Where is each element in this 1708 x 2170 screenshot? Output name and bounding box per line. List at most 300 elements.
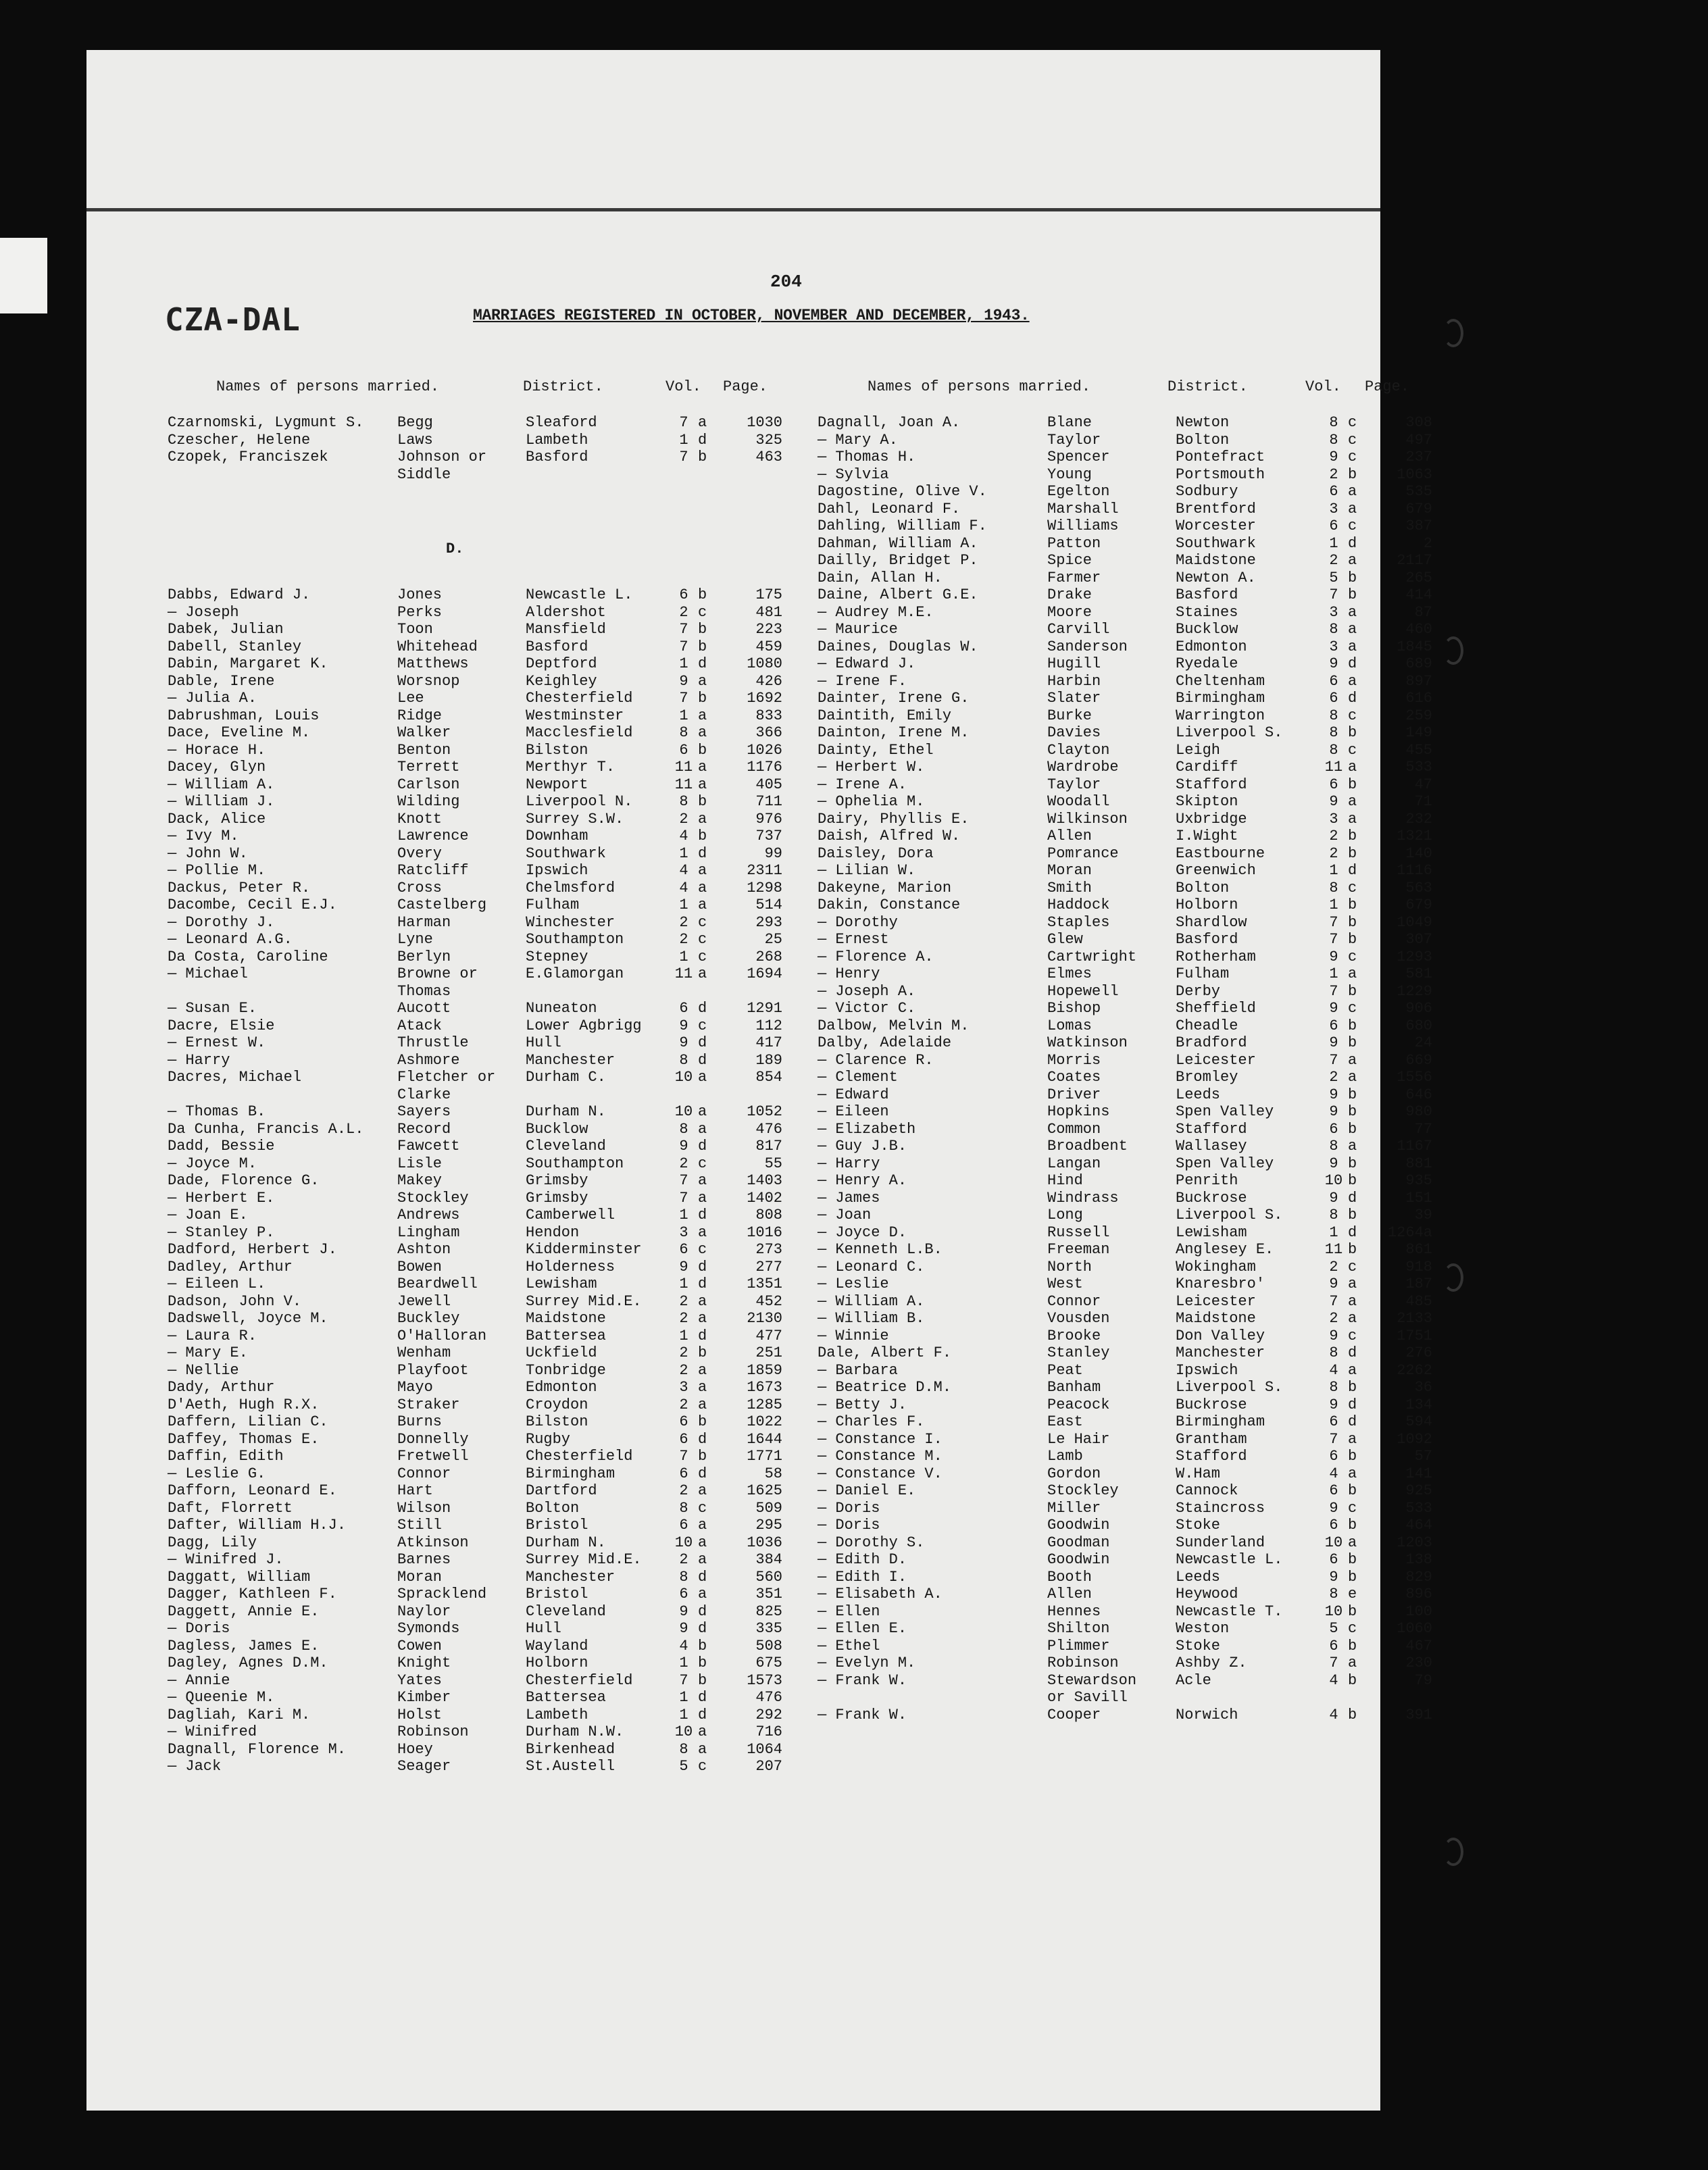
volume-number: 11 bbox=[674, 776, 693, 793]
spouse-surname: Lyne bbox=[397, 931, 433, 948]
volume-letter: a bbox=[1348, 810, 1357, 828]
district: Brentford bbox=[1176, 500, 1256, 518]
district: Spen Valley bbox=[1176, 1103, 1274, 1120]
page-ref: 646 bbox=[1405, 1086, 1432, 1103]
volume-number: 6 bbox=[1329, 518, 1338, 534]
page-ref: 1030 bbox=[747, 414, 782, 431]
entry-name: — Pollie M. bbox=[168, 862, 266, 879]
page-ref: 138 bbox=[1405, 1551, 1432, 1568]
page-ref: 464 bbox=[1405, 1517, 1432, 1534]
entry-name: — Harry bbox=[168, 1051, 230, 1069]
page-ref: 1291 bbox=[747, 1000, 782, 1017]
spouse-surname: Morris bbox=[1047, 1051, 1101, 1069]
volume-number: 11 bbox=[674, 965, 693, 982]
spouse-surname: Still bbox=[397, 1517, 443, 1534]
spouse-surname: Matthews bbox=[397, 655, 469, 672]
district: Leicester bbox=[1176, 1051, 1256, 1069]
page-ref: 273 bbox=[755, 1241, 782, 1258]
volume-letter: a bbox=[698, 1310, 707, 1327]
spouse-surname: Vousden bbox=[1047, 1310, 1110, 1327]
page-ref: 277 bbox=[755, 1258, 782, 1276]
volume-letter: b bbox=[1348, 1706, 1357, 1723]
entry-name: — Betty J. bbox=[818, 1396, 907, 1413]
volume-number: 6 bbox=[1329, 1017, 1338, 1034]
entry-name: — Herbert W. bbox=[818, 759, 925, 776]
district: Bromley bbox=[1176, 1069, 1238, 1086]
volume-letter: b bbox=[1348, 913, 1357, 931]
entry-name: Daines, Douglas W. bbox=[818, 638, 978, 655]
spouse-surname: Toon bbox=[397, 621, 433, 638]
entry-name: — Edward bbox=[818, 1086, 889, 1103]
spouse-surname: Taylor bbox=[1047, 776, 1101, 793]
volume-number: 11 bbox=[674, 759, 693, 776]
volume-letter: b bbox=[698, 741, 707, 759]
volume-number: 9 bbox=[1329, 948, 1338, 965]
volume-number: 6 bbox=[679, 1000, 688, 1017]
volume-letter: a bbox=[1348, 1361, 1357, 1379]
spouse-surname: Elmes bbox=[1047, 965, 1092, 982]
district: Manchester bbox=[526, 1051, 616, 1069]
volume-letter: b bbox=[1348, 1103, 1357, 1120]
page-ref: 675 bbox=[755, 1655, 782, 1671]
spouse-surname: Stockley bbox=[1047, 1482, 1119, 1499]
volume-letter: a bbox=[1348, 672, 1357, 690]
volume-number: 1 bbox=[679, 431, 688, 449]
district: Fulham bbox=[1176, 965, 1230, 982]
volume-letter: b bbox=[698, 1448, 707, 1465]
volume-letter: d bbox=[1348, 862, 1357, 879]
district: Cheadle bbox=[1176, 1017, 1238, 1034]
volume-number: 7 bbox=[1329, 1430, 1338, 1448]
district: Liverpool S. bbox=[1176, 1207, 1283, 1223]
entry-name: Dabbs, Edward J. bbox=[168, 586, 311, 603]
volume-letter: d bbox=[698, 1430, 707, 1448]
entry-name: Dagg, Lily bbox=[168, 1534, 257, 1551]
spouse-surname: Mayo bbox=[397, 1379, 433, 1396]
volume-letter: d bbox=[1348, 655, 1357, 672]
volume-number: 8 bbox=[679, 1499, 688, 1517]
spouse-surname: Fawcett bbox=[397, 1138, 460, 1155]
volume-number: 3 bbox=[1329, 810, 1338, 828]
page-ref: 1264a bbox=[1387, 1223, 1432, 1241]
district: Buckrose bbox=[1176, 1189, 1247, 1207]
volume-letter: d bbox=[1348, 534, 1357, 552]
volume-letter: a bbox=[1348, 965, 1357, 982]
volume-letter: d bbox=[698, 1258, 707, 1276]
volume-letter: d bbox=[698, 1603, 707, 1620]
entry-name: — Constance M. bbox=[818, 1448, 943, 1465]
volume-number: 1 bbox=[1329, 1223, 1338, 1241]
entry-name: Dable, Irene bbox=[168, 672, 275, 690]
district: Stoke bbox=[1176, 1637, 1221, 1655]
district: Grimsby bbox=[526, 1172, 588, 1189]
page-ref: 1694 bbox=[747, 965, 782, 982]
entry-name: — Ellen bbox=[818, 1603, 880, 1620]
entry-name: — Beatrice D.M. bbox=[818, 1379, 952, 1396]
volume-letter: c bbox=[1348, 948, 1357, 965]
volume-number: 9 bbox=[1329, 1155, 1338, 1172]
district: Newcastle L. bbox=[1176, 1551, 1283, 1568]
spouse-surname: West bbox=[1047, 1276, 1083, 1292]
district: Bolton bbox=[1176, 879, 1230, 897]
entry-name: Dacombe, Cecil E.J. bbox=[168, 897, 337, 913]
volume-letter: b bbox=[698, 793, 707, 810]
volume-letter: d bbox=[698, 1568, 707, 1586]
page-ref: 689 bbox=[1405, 655, 1432, 672]
volume-letter: b bbox=[1348, 1482, 1357, 1499]
spouse-surname: Bishop bbox=[1047, 1000, 1101, 1017]
entry-name: — Victor C. bbox=[818, 1000, 916, 1017]
volume-number: 6 bbox=[1329, 776, 1338, 793]
volume-number: 7 bbox=[679, 638, 688, 655]
volume-letter: c bbox=[698, 1758, 707, 1775]
volume-letter: d bbox=[1348, 1223, 1357, 1241]
page-ref: 2 bbox=[1423, 534, 1432, 552]
volume-letter: d bbox=[1348, 1344, 1357, 1361]
spouse-surname: Atkinson bbox=[397, 1534, 469, 1551]
page-ref: 477 bbox=[755, 1327, 782, 1344]
spouse-surname: Laws bbox=[397, 431, 433, 449]
entry-name: Dahman, William A. bbox=[818, 534, 978, 552]
page-ref: 679 bbox=[1405, 500, 1432, 518]
page-ref: 616 bbox=[1405, 690, 1432, 707]
page-ref: 1573 bbox=[747, 1671, 782, 1689]
page-ref: 817 bbox=[755, 1138, 782, 1155]
volume-letter: a bbox=[1348, 1655, 1357, 1671]
spouse-surname: Glew bbox=[1047, 931, 1083, 948]
spouse-surname: Goodwin bbox=[1047, 1517, 1110, 1534]
district: I.Wight bbox=[1176, 828, 1238, 844]
entry-name: Czarnomski, Lygmunt S. bbox=[168, 414, 364, 431]
district: Cardiff bbox=[1176, 759, 1238, 776]
district: Stafford bbox=[1176, 1448, 1247, 1465]
district: Bolton bbox=[526, 1499, 580, 1517]
page-ref: 39 bbox=[1414, 1207, 1432, 1223]
volume-letter: a bbox=[698, 1189, 707, 1207]
spouse-surname: Davies bbox=[1047, 724, 1101, 741]
spouse-surname: Banham bbox=[1047, 1379, 1101, 1396]
volume-number: 6 bbox=[679, 741, 688, 759]
spouse-surname: Benton bbox=[397, 741, 451, 759]
volume-number: 7 bbox=[1329, 913, 1338, 931]
spouse-surname: Windrass bbox=[1047, 1189, 1119, 1207]
entry-name: — Ernest W. bbox=[168, 1034, 266, 1051]
spouse-surname: Spracklend bbox=[397, 1586, 487, 1603]
volume-letter: c bbox=[1348, 1499, 1357, 1517]
district: Maidstone bbox=[526, 1310, 606, 1327]
right-header-page: Page. bbox=[1365, 378, 1410, 395]
entry-name: — Joyce D. bbox=[818, 1223, 907, 1241]
volume-letter: b bbox=[1348, 982, 1357, 1000]
volume-letter: b bbox=[698, 1671, 707, 1689]
volume-number: 4 bbox=[1329, 1706, 1338, 1723]
left-header-vol: Vol. bbox=[665, 378, 701, 395]
spouse-surname: Common bbox=[1047, 1120, 1101, 1138]
spouse-surname: Connor bbox=[397, 1465, 451, 1482]
spouse-surname: Cowen bbox=[397, 1637, 443, 1655]
volume-letter: d bbox=[698, 1276, 707, 1292]
entry-name: Daffern, Lilian C. bbox=[168, 1413, 328, 1430]
entry-name: Dairy, Phyllis E. bbox=[818, 810, 970, 828]
page-ref: 79 bbox=[1414, 1671, 1432, 1689]
district: Basford bbox=[526, 449, 588, 465]
volume-number: 7 bbox=[1329, 1051, 1338, 1069]
district: Southampton bbox=[526, 931, 624, 948]
volume-number: 7 bbox=[1329, 982, 1338, 1000]
page-ref: 455 bbox=[1405, 741, 1432, 759]
spouse-surname: Carvill bbox=[1047, 621, 1110, 638]
entry-name: Dagger, Kathleen F. bbox=[168, 1586, 337, 1603]
spouse-surname: North bbox=[1047, 1258, 1092, 1276]
district: Chesterfield bbox=[526, 690, 633, 707]
volume-number: 8 bbox=[1329, 741, 1338, 759]
district: Stafford bbox=[1176, 1120, 1247, 1138]
volume-letter: b bbox=[698, 449, 707, 465]
entry-name: — Leonard C. bbox=[818, 1258, 925, 1276]
entry-name: Dagless, James E. bbox=[168, 1637, 320, 1655]
page-ref: 414 bbox=[1405, 586, 1432, 603]
entry-name: Daffey, Thomas E. bbox=[168, 1430, 320, 1448]
entry-name: — Doris bbox=[168, 1620, 230, 1637]
page-ref: 1022 bbox=[747, 1413, 782, 1430]
page-ref: 1859 bbox=[747, 1361, 782, 1379]
entry-name: — Winnie bbox=[818, 1327, 889, 1344]
volume-number: 2 bbox=[1329, 1069, 1338, 1086]
volume-number: 2 bbox=[679, 1482, 688, 1499]
entry-name: — Nellie bbox=[168, 1361, 239, 1379]
page-ref: 829 bbox=[1405, 1568, 1432, 1586]
entry-name: — Joseph bbox=[168, 603, 239, 621]
spouse-surname: Peacock bbox=[1047, 1396, 1110, 1413]
page-ref: 87 bbox=[1414, 603, 1432, 621]
page-title: MARRIAGES REGISTERED IN OCTOBER, NOVEMBER AND DECEMBER, 1943. bbox=[473, 307, 1030, 324]
district: Shardlow bbox=[1176, 913, 1247, 931]
volume-letter: c bbox=[698, 1241, 707, 1258]
spouse-surname: Wilkinson bbox=[1047, 810, 1128, 828]
district: Maidstone bbox=[1176, 1310, 1256, 1327]
volume-number: 1 bbox=[679, 844, 688, 862]
volume-number: 6 bbox=[679, 1413, 688, 1430]
spouse-surname: Fretwell bbox=[397, 1448, 469, 1465]
entry-name: Dailly, Bridget P. bbox=[818, 552, 978, 569]
district: Bristol bbox=[526, 1517, 588, 1534]
spouse-surname: Hopewell bbox=[1047, 982, 1119, 1000]
district: Don Valley bbox=[1176, 1327, 1265, 1344]
entry-name: Dabek, Julian bbox=[168, 621, 284, 638]
spouse-surname: Ashmore bbox=[397, 1051, 460, 1069]
volume-number: 9 bbox=[1329, 1103, 1338, 1120]
right-header-names: Names of persons married. bbox=[868, 378, 1091, 395]
volume-number: 10 bbox=[674, 1723, 693, 1740]
district: Merthyr T. bbox=[526, 759, 616, 776]
volume-number: 9 bbox=[679, 1258, 688, 1276]
entry-name: Dagliah, Kari M. bbox=[168, 1706, 311, 1723]
spouse-surname: Harbin bbox=[1047, 672, 1101, 690]
entry-name: Dalby, Adelaide bbox=[818, 1034, 952, 1051]
volume-number: 2 bbox=[1329, 844, 1338, 862]
entry-name: — Mary A. bbox=[818, 431, 898, 449]
page-ref: 737 bbox=[755, 828, 782, 844]
volume-number: 9 bbox=[1329, 655, 1338, 672]
volume-letter: a bbox=[1348, 1069, 1357, 1086]
district: St.Austell bbox=[526, 1758, 616, 1775]
district: Edmonton bbox=[526, 1379, 597, 1396]
volume-letter: d bbox=[698, 431, 707, 449]
volume-letter: a bbox=[698, 1482, 707, 1499]
district: Rotherham bbox=[1176, 948, 1256, 965]
entry-name: — Eileen bbox=[818, 1103, 889, 1120]
spouse-surname: Spice bbox=[1047, 552, 1092, 569]
volume-number: 6 bbox=[679, 586, 688, 603]
volume-number: 2 bbox=[1329, 828, 1338, 844]
volume-number: 1 bbox=[679, 655, 688, 672]
volume-number: 6 bbox=[1329, 1637, 1338, 1655]
spouse-surname: Fletcher or bbox=[397, 1069, 496, 1086]
volume-number: 8 bbox=[679, 1051, 688, 1069]
page-ref: 175 bbox=[755, 586, 782, 603]
district: Durham N.W. bbox=[526, 1723, 624, 1740]
volume-letter: b bbox=[1348, 1671, 1357, 1689]
left-header-district: District. bbox=[523, 378, 603, 395]
entry-name: Daffin, Edith bbox=[168, 1448, 284, 1465]
volume-letter: a bbox=[698, 776, 707, 793]
district: Dartford bbox=[526, 1482, 597, 1499]
volume-letter: c bbox=[698, 603, 707, 621]
volume-letter: b bbox=[698, 1344, 707, 1361]
volume-number: 9 bbox=[679, 1138, 688, 1155]
spouse-surname: Burke bbox=[1047, 707, 1092, 724]
spouse-surname: Blane bbox=[1047, 414, 1092, 431]
entry-name: — Doris bbox=[818, 1517, 880, 1534]
page-ref: 1556 bbox=[1397, 1069, 1432, 1086]
volume-letter: a bbox=[698, 1223, 707, 1241]
entry-name: Dace, Eveline M. bbox=[168, 724, 311, 741]
spouse-surname: Staples bbox=[1047, 913, 1110, 931]
punch-hole bbox=[1443, 1838, 1463, 1866]
spouse-surname: Symonds bbox=[397, 1620, 460, 1637]
spouse-surname: Beardwell bbox=[397, 1276, 478, 1292]
spouse-surname: Shilton bbox=[1047, 1620, 1110, 1637]
spouse-surname: Overy bbox=[397, 844, 443, 862]
district: Buckrose bbox=[1176, 1396, 1247, 1413]
district: Grantham bbox=[1176, 1430, 1247, 1448]
spouse-surname: Young bbox=[1047, 465, 1092, 483]
spouse-surname: Clarke bbox=[397, 1086, 451, 1103]
page-ref: 1285 bbox=[747, 1396, 782, 1413]
page-ref: 854 bbox=[755, 1069, 782, 1086]
page-number: 204 bbox=[770, 272, 802, 292]
spouse-surname: Patton bbox=[1047, 534, 1101, 552]
volume-number: 7 bbox=[679, 1448, 688, 1465]
volume-number: 2 bbox=[679, 931, 688, 948]
volume-number: 2 bbox=[679, 810, 688, 828]
volume-letter: a bbox=[698, 862, 707, 879]
volume-letter: b bbox=[1348, 465, 1357, 483]
volume-letter: a bbox=[1348, 1051, 1357, 1069]
volume-number: 1 bbox=[679, 948, 688, 965]
entry-name: — Doris bbox=[818, 1499, 880, 1517]
entry-name: — Henry bbox=[818, 965, 880, 982]
page-ref: 1751 bbox=[1397, 1327, 1432, 1344]
volume-letter: a bbox=[698, 1396, 707, 1413]
volume-letter: d bbox=[1348, 1413, 1357, 1430]
volume-number: 2 bbox=[679, 603, 688, 621]
page-ref: 151 bbox=[1405, 1189, 1432, 1207]
district: Warrington bbox=[1176, 707, 1265, 724]
volume-number: 7 bbox=[679, 1671, 688, 1689]
page-ref: 230 bbox=[1405, 1655, 1432, 1671]
volume-letter: a bbox=[1348, 1310, 1357, 1327]
district: Stoke bbox=[1176, 1517, 1221, 1534]
volume-letter: a bbox=[698, 1586, 707, 1603]
volume-number: 1 bbox=[1329, 862, 1338, 879]
entry-name: Dadson, John V. bbox=[168, 1292, 302, 1310]
district: Stafford bbox=[1176, 776, 1247, 793]
volume-letter: c bbox=[1348, 707, 1357, 724]
district: Camberwell bbox=[526, 1207, 616, 1223]
volume-letter: b bbox=[698, 1413, 707, 1430]
page-ref: 680 bbox=[1405, 1017, 1432, 1034]
page-ref: 366 bbox=[755, 724, 782, 741]
volume-letter: a bbox=[698, 1361, 707, 1379]
spouse-surname: Aucott bbox=[397, 1000, 451, 1017]
volume-number: 1 bbox=[679, 1327, 688, 1344]
entry-name: Da Cunha, Francis A.L. bbox=[168, 1120, 364, 1138]
volume-letter: b bbox=[1348, 1086, 1357, 1103]
entry-name: — Irene F. bbox=[818, 672, 907, 690]
entry-name: Daish, Alfred W. bbox=[818, 828, 961, 844]
spouse-surname: Lingham bbox=[397, 1223, 460, 1241]
entry-name: — Julia A. bbox=[168, 690, 257, 707]
district: Birkenhead bbox=[526, 1740, 616, 1758]
district: Holborn bbox=[1176, 897, 1238, 913]
volume-letter: d bbox=[698, 1207, 707, 1223]
spouse-surname: Hart bbox=[397, 1482, 433, 1499]
volume-number: 2 bbox=[679, 1310, 688, 1327]
district: Nuneaton bbox=[526, 1000, 597, 1017]
volume-number: 9 bbox=[679, 1603, 688, 1620]
district: Bilston bbox=[526, 1413, 588, 1430]
entry-name: — Guy J.B. bbox=[818, 1138, 907, 1155]
volume-letter: b bbox=[1348, 1172, 1357, 1189]
entry-name: — Constance I. bbox=[818, 1430, 943, 1448]
entry-name: Dainton, Irene M. bbox=[818, 724, 970, 741]
district: Chesterfield bbox=[526, 1671, 633, 1689]
district: Hull bbox=[526, 1620, 561, 1637]
volume-number: 4 bbox=[1329, 1465, 1338, 1482]
entry-name: Dabrushman, Louis bbox=[168, 707, 320, 724]
entry-name: — Queenie M. bbox=[168, 1689, 275, 1706]
spouse-surname: Allen bbox=[1047, 1586, 1092, 1603]
volume-number: 8 bbox=[1329, 1586, 1338, 1603]
volume-number: 4 bbox=[679, 862, 688, 879]
spouse-surname: Castelberg bbox=[397, 897, 487, 913]
district: Skipton bbox=[1176, 793, 1238, 810]
entry-name: — Annie bbox=[168, 1671, 230, 1689]
entry-name: — Audrey M.E. bbox=[818, 603, 934, 621]
spouse-surname: Marshall bbox=[1047, 500, 1119, 518]
page-ref: 1673 bbox=[747, 1379, 782, 1396]
volume-number: 10 bbox=[674, 1534, 693, 1551]
entry-name: — Edith I. bbox=[818, 1568, 907, 1586]
punch-hole bbox=[1443, 636, 1463, 665]
volume-number: 11 bbox=[1324, 1241, 1343, 1258]
volume-letter: b bbox=[1348, 1448, 1357, 1465]
page-ref: 1092 bbox=[1397, 1430, 1432, 1448]
left-header-names: Names of persons married. bbox=[216, 378, 440, 395]
volume-number: 4 bbox=[679, 879, 688, 897]
spouse-surname: Allen bbox=[1047, 828, 1092, 844]
